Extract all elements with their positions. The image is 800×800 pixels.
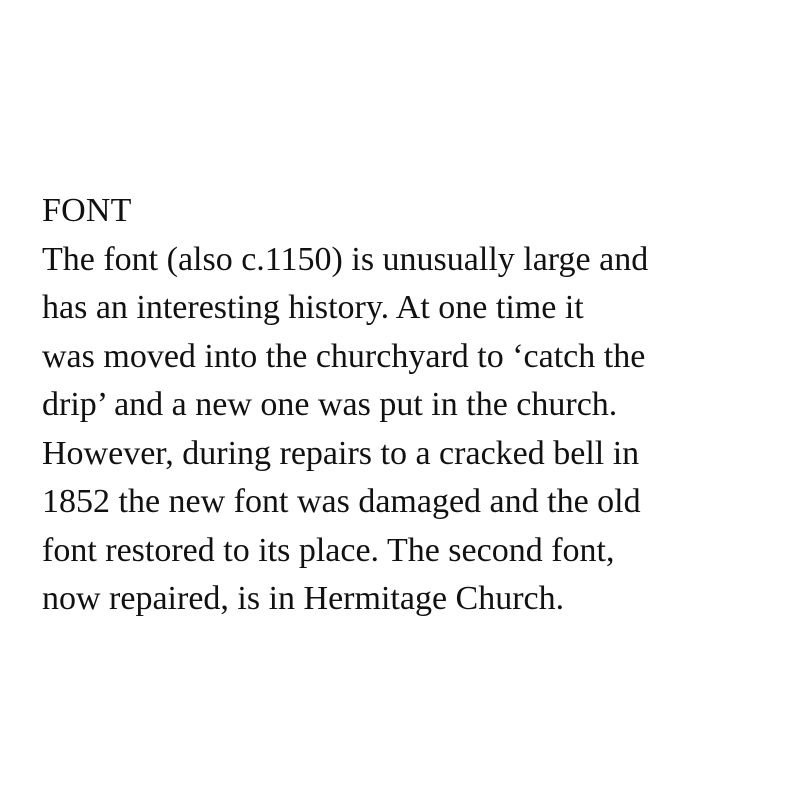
body-line: drip’ and a new one was put in the church. bbox=[42, 386, 618, 423]
body-line: now repaired, is in Hermitage Church. bbox=[42, 580, 565, 617]
body-line: font restored to its place. The second font, bbox=[42, 531, 615, 569]
body-line: has an interesting history. At one time it bbox=[42, 289, 584, 326]
body-line: 1852 the new font was damaged and the old bbox=[42, 483, 641, 520]
body-line: However, during repairs to a cracked bell in bbox=[42, 434, 640, 472]
text-block bbox=[42, 187, 792, 624]
section-heading: FONT bbox=[42, 192, 132, 229]
body-line: was moved into the churchyard to ‘catch the bbox=[42, 337, 646, 375]
body-line: The font (also c.1150) is unusually large and bbox=[42, 240, 649, 278]
